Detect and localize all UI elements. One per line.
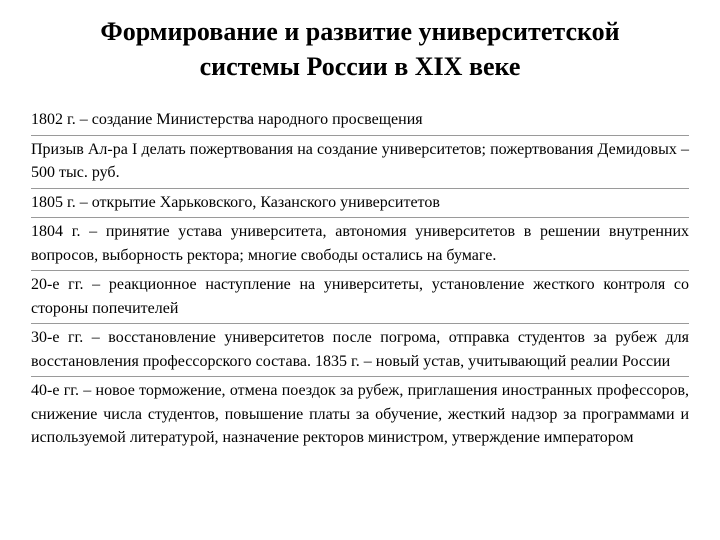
list-item-20s: 20-е гг. – реакционное наступление на университеты, установление жесткого контроля со стороны попечителей [31,270,689,323]
list-item-30s: 30-е гг. – восстановление университетов после погрома, отправка студентов за рубеж для восстановления профессорского состава. 1835 г. – новый устав, учитывающий реалии России [31,323,689,376]
list-item-1802: 1802 г. – создание Министерства народного просвещения [31,111,423,128]
list-item-40s: 40-е гг. – новое торможение, отмена поездок за рубеж, приглашения иностранных профессоров, снижение числа студентов, повышение платы за обучение, жесткий надзор за программами и используемой литературой, назначение ректоров министром, утверждение императором [31,376,689,453]
title-line-2: системы России в XIX веке [199,52,521,81]
slide-title [40,14,680,84]
list-item-donations: Призыв Ал-ра I делать пожертвования на создание университетов; пожертвования Демидовых – 500 тыс. руб. [31,135,689,188]
title-line-1: Формирование и развитие университетской [100,17,620,46]
list-item-1804: 1804 г. – принятие устава университета, автономия университетов в решении внутренних вопросов, выборность ректора; многие свободы остались на бумаге. [31,217,689,270]
content-list [31,106,689,453]
list-item-1805: 1805 г. – открытие Харьковского, Казанского университетов [31,188,689,218]
